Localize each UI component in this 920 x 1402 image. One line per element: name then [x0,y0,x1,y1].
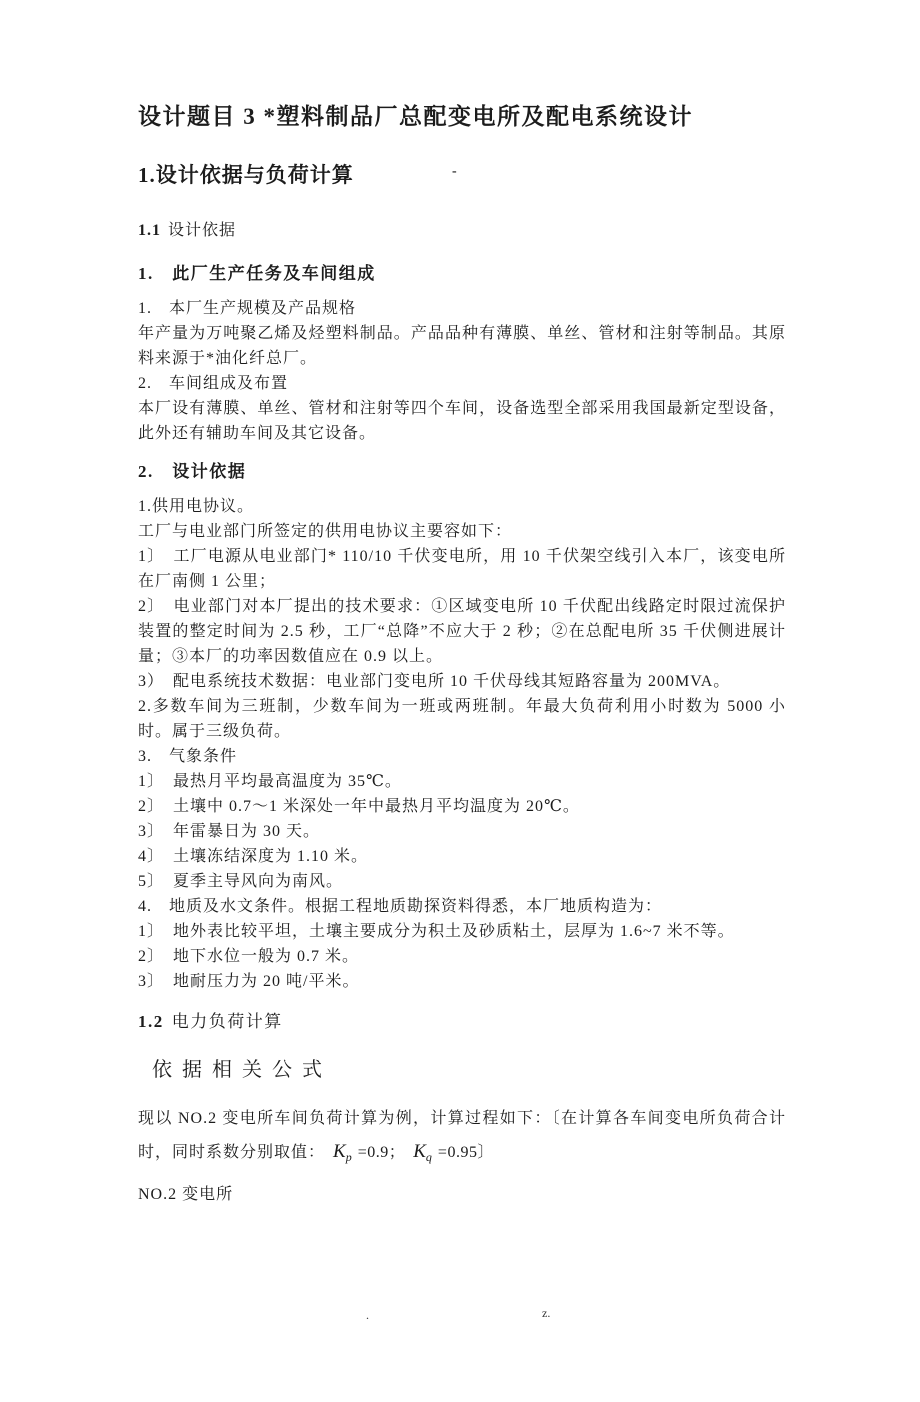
item-1-paragraphs [138,296,786,446]
paragraph: 4. 地质及水文条件。根据工程地质勘探资料得悉，本厂地质构造为： [138,898,663,915]
document-title: 设计题目 3 *塑料制品厂总配变电所及配电系统设计 [138,104,693,129]
formula-reference-heading: 依据相关公式 [152,1059,332,1081]
section-1-1-heading [138,220,786,242]
item-2-paragraphs [138,494,786,994]
paragraph: 1〕 地外表比较平坦，土壤主要成分为积土及砂质粘土，层厚为 1.6~7 米不等。 [138,923,735,940]
paragraph: 本厂设有薄膜、单丝、管材和注射等四个车间，设备选型全部采用我国最新定型设备，此外还有辅助车间及其它设备。 [138,400,786,442]
paragraph: 3〕 地耐压力为 20 吨/平米。 [138,973,360,990]
paragraph: 4〕 土壤冻结深度为 1.10 米。 [138,848,369,865]
page-top-mark: - [452,164,457,179]
example-calculation-paragraph [138,1102,786,1174]
substation-label: NO.2 变电所 [138,1186,234,1204]
example-intro-text: 现以 NO.2 变电所车间负荷计算为例，计算过程如下：〔在计算各车间变电所负荷合计时，同时系数分别取值： [138,1110,786,1161]
coefficient-kp-value: =0.9； [357,1144,406,1161]
paragraph: 年产量为万吨聚乙烯及烃塑料制品。产品品种有薄膜、单丝、管材和注射等制品。其原料来源于*油化纤总厂。 [138,325,786,367]
paragraph: 2〕 地下水位一般为 0.7 米。 [138,948,360,965]
section-1-2-label: 电力负荷计算 [171,1012,283,1031]
item-2-heading: 2. 设计依据 [138,462,247,481]
coefficient-kp-symbol: K [333,1141,346,1162]
section-1-2-number: 1.2 [138,1012,164,1031]
paragraph: 1〕 最热月平均最高温度为 35℃。 [138,773,402,790]
paragraph: 5〕 夏季主导风向为南风。 [138,873,344,890]
paragraph: 2〕 电业部门对本厂提出的技术要求：①区域变电所 10 千伏配出线路定时限过流保护装置的整定时间为 2.5 秒，工厂“总降”不应大于 2 秒；②在总配电所 35 千伏侧进展计量；③本厂的功率因数值应在 0.9 以上。 [138,598,786,665]
section-1-1-label: 设计依据 [168,222,237,239]
paragraph: 3. 气象条件 [138,748,238,765]
item-1-heading: 1. 此厂生产任务及车间组成 [138,264,376,283]
paragraph: 3〕 年雷暴日为 30 天。 [138,823,321,840]
paragraph: 1. 本厂生产规模及产品规格 [138,300,357,317]
footer-mark-left: . [366,1308,369,1322]
paragraph: 2.多数车间为三班制，少数车间为一班或两班制。年最大负荷利用小时数为 5000 小时。属于三级负荷。 [138,698,786,740]
document-body [0,100,920,1207]
footer-mark-right: z. [542,1306,551,1320]
section-1-2-heading [138,1010,786,1034]
coefficient-kq-value: =0.95〕 [437,1144,494,1161]
paragraph: 3） 配电系统技术数据：电业部门变电所 10 千伏母线其短路容量为 200MVA。 [138,673,731,690]
section-1-1-number: 1.1 [138,222,161,239]
coefficient-kq-subscript: q [425,1150,432,1165]
chapter-heading: 1.设计依据与负荷计算 [138,163,354,187]
coefficient-kq-symbol: K [413,1141,426,1162]
coefficient-kp-subscript: p [345,1150,352,1165]
paragraph: 1〕 工厂电源从电业部门* 110/10 千伏变电所，用 10 千伏架空线引入本厂，该变电所在厂南侧 1 公里； [138,548,786,590]
document-page [0,100,920,1402]
paragraph: 1.供用电协议。 [138,498,255,515]
paragraph: 2〕 土壤中 0.7～1 米深处一年中最热月平均温度为 20℃。 [138,798,580,815]
paragraph: 工厂与电业部门所签定的供用电协议主要容如下： [138,523,513,540]
paragraph: 2. 车间组成及布置 [138,375,289,392]
